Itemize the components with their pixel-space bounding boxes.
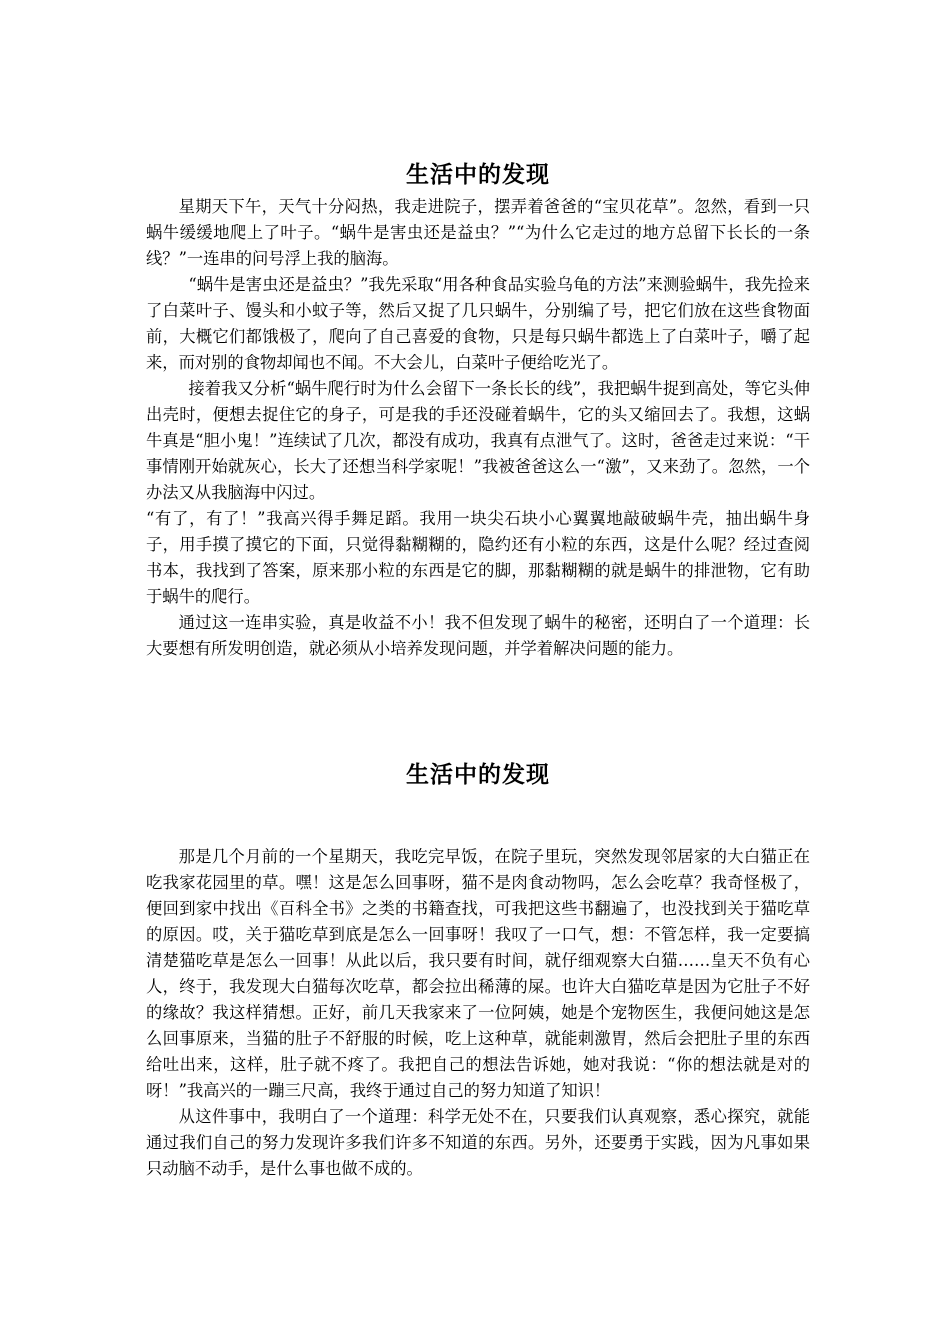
- essay-1: [146, 158, 810, 662]
- essay-paragraph: 从这件事中，我明白了一个道理：科学无处不在，只要我们认真观察，悉心探究，就能通过我们自己的努力发现许多我们许多不知道的东西。另外，还要勇于实践，因为凡事如果只动脑不动手，是什么事也做不成的。: [146, 1107, 810, 1178]
- essay-paragraph: 通过这一连串实验，真是收益不小！我不但发现了蜗牛的秘密，还明白了一个道理：长大要想有所发明创造，就必须从小培养发现问题，并学着解决问题的能力。: [146, 613, 810, 658]
- essay-title: 生活中的发现: [406, 761, 550, 788]
- essay-paragraph: “蜗牛是害虫还是益虫？”我先采取“用各种食品实验乌龟的方法”来测验蜗牛，我先捡来了白菜叶子、馒头和小蚊子等，然后又捉了几只蜗牛，分别编了号，把它们放在这些食物面前，大概它们都饿极了，爬向了自己喜爱的食物，只是每只蜗牛都选上了白菜叶子，嚼了起来，而对别的食物却闻也不闻。不大会儿，白菜叶子便给吃光了。: [146, 275, 810, 372]
- essay-title: 生活中的发现: [406, 161, 550, 188]
- essay-paragraph: 接着我又分析“蜗牛爬行时为什么会留下一条长长的线”，我把蜗牛捉到高处，等它头伸出壳时，便想去捉住它的身子，可是我的手还没碰着蜗牛，它的头又缩回去了。我想，这蜗牛真是“胆小鬼！”连续试了几次，都没有成功，我真有点泄气了。这时，爸爸走过来说：“干事情刚开始就灰心，长大了还想当科学家呢！”我被爸爸这么一“激”，又来劲了。忽然，一个办法又从我脑海中闪过。: [146, 379, 810, 502]
- essay-paragraph: “有了，有了！”我高兴得手舞足蹈。我用一块尖石块小心翼翼地敲破蜗牛壳，抽出蜗牛身子，用手摸了摸它的下面，只觉得黏糊糊的，隐约还有小粒的东西，这是什么呢？经过查阅书本，我找到了答案，原来那小粒的东西是它的脚，那黏糊糊的就是蜗牛的排泄物，它有助于蜗牛的爬行。: [146, 509, 810, 606]
- essay-2: [146, 758, 810, 1182]
- essay-paragraph: 星期天下午，天气十分闷热，我走进院子，摆弄着爸爸的“宝贝花草”。忽然，看到一只蜗牛缓缓地爬上了叶子。“蜗牛是害虫还是益虫？”“为什么它走过的地方总留下长长的一条线？”一连串的问号浮上我的脑海。: [146, 197, 810, 268]
- essay-paragraph: 那是几个月前的一个星期天，我吃完早饭，在院子里玩，突然发现邻居家的大白猫正在吃我家花园里的草。嘿！这是怎么回事呀，猫不是肉食动物吗，怎么会吃草？我奇怪极了，便回到家中找出《百科全书》之类的书籍查找，可我把这些书翻遍了，也没找到关于猫吃草的原因。哎，关于猫吃草到底是怎么一回事呀！我叹了一口气，想：不管怎样，我一定要搞清楚猫吃草是怎么一回事！从此以后，我只要有时间，就仔细观察大白猫……皇天不负有心人，终于，我发现大白猫每次吃草，都会拉出稀薄的屎。也许大白猫吃草是因为它肚子不好的缘故？我这样猜想。正好，前几天我家来了一位阿姨，她是个宠物医生，我便问她这是怎么回事原来，当猫的肚子不舒服的时候，吃上这种草，就能刺激胃，然后会把肚子里的东西给吐出来，这样，肚子就不疼了。我把自己的想法告诉她，她对我说：“你的想法就是对的呀！”我高兴的一蹦三尺高，我终于通过自己的努力知道了知识！: [146, 847, 810, 1100]
